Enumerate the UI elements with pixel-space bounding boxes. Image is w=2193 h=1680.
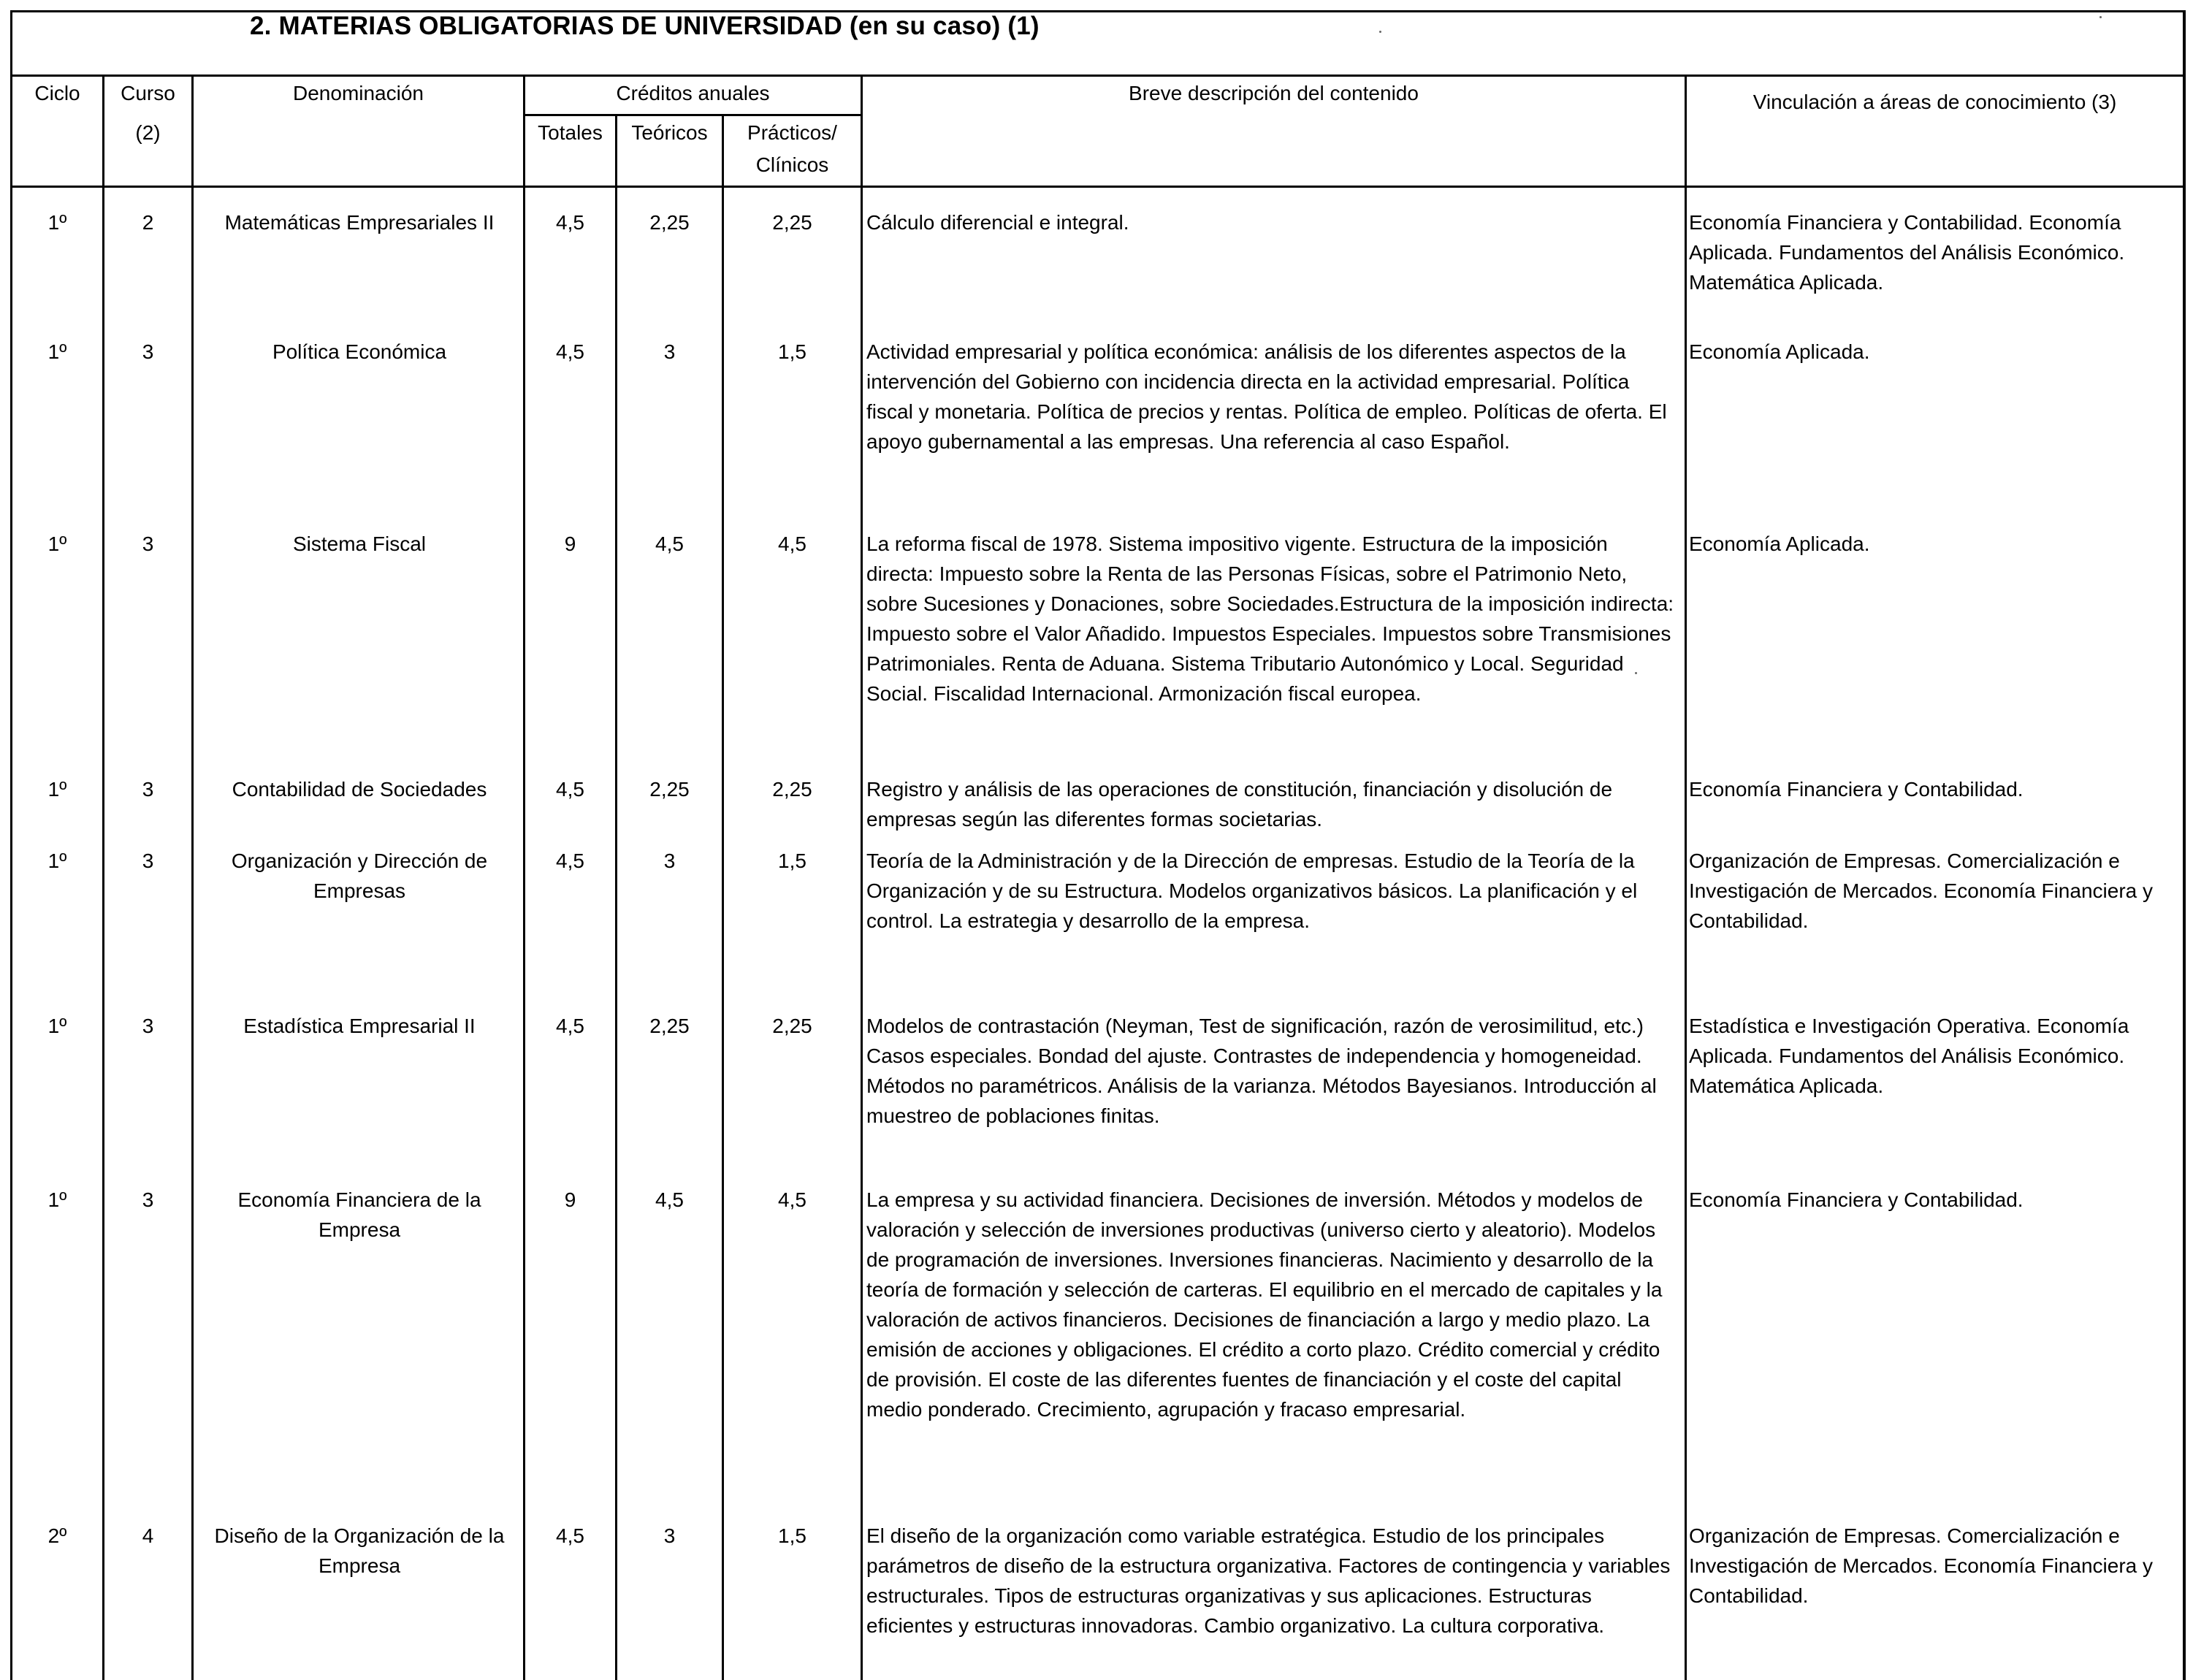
row-5-curso: 3 — [142, 849, 154, 872]
page-title: 2. MATERIAS OBLIGATORIAS DE UNIVERSIDAD (en su caso) (1) — [250, 12, 1040, 40]
row-4-vinculacion: Economía Financiera y Contabilidad. — [1689, 778, 2024, 801]
row-7-ciclo: 1º — [47, 1188, 67, 1211]
row-5-descripcion: Teoría de la Administración y de la Dirección de empresas. Estudio de la Teoría de la Organización y de su Estructura. Modelos organizativos básicos. La planificación y el control. La estrategia y desarrollo de la empresa. — [866, 849, 1638, 932]
row-4-teoricos: 2,25 — [649, 778, 690, 801]
row-1-totales: 4,5 — [556, 211, 584, 234]
row-2-ciclo: 1º — [47, 340, 67, 363]
scan-speck — [1635, 672, 1637, 674]
row-5-practicos: 1,5 — [778, 849, 806, 872]
row-5-totales: 4,5 — [556, 849, 584, 872]
row-3-curso: 3 — [142, 532, 154, 555]
row-2-practicos: 1,5 — [778, 340, 806, 363]
row-7-practicos: 4,5 — [778, 1188, 806, 1211]
row-4-denominacion: Contabilidad de Sociedades — [232, 778, 487, 801]
col-sep-curso — [191, 75, 194, 1680]
header-creditos: Créditos anuales — [616, 82, 770, 104]
header-totales: Totales — [538, 121, 603, 144]
row-7-denominacion: Economía Financiera de la Empresa — [237, 1188, 481, 1241]
row-6-practicos: 2,25 — [772, 1015, 812, 1037]
header-descripcion: Breve descripción del contenido — [1129, 82, 1419, 104]
row-1-curso: 2 — [142, 211, 154, 234]
row-8-practicos: 1,5 — [778, 1524, 806, 1547]
row-1-denominacion: Matemáticas Empresariales II — [224, 211, 495, 234]
title-divider — [10, 75, 2186, 77]
row-6-curso: 3 — [142, 1015, 154, 1037]
header-teoricos: Teóricos — [631, 121, 708, 144]
row-7-teoricos: 4,5 — [655, 1188, 684, 1211]
header-curso: Curso — [121, 82, 175, 104]
row-2-curso: 3 — [142, 340, 154, 363]
header-ciclo: Ciclo — [34, 82, 80, 104]
row-1-vinculacion: Economía Financiera y Contabilidad. Economía Aplicada. Fundamentos del Análisis Económico. Matemática Aplicada. — [1689, 211, 2125, 294]
row-6-totales: 4,5 — [556, 1015, 584, 1037]
row-1-descripcion: Cálculo diferencial e integral. — [866, 211, 1129, 234]
scan-speck — [1379, 31, 1381, 33]
row-6-teoricos: 2,25 — [649, 1015, 690, 1037]
col-sep-ciclo — [102, 75, 104, 1680]
header-curso-note: (2) — [135, 121, 161, 144]
table-left-border — [10, 10, 12, 1680]
row-6-denominacion: Estadística Empresarial II — [243, 1015, 476, 1037]
row-8-teoricos: 3 — [663, 1524, 676, 1547]
header-divider — [10, 186, 2186, 188]
table-right-border — [2183, 10, 2186, 1680]
row-7-descripcion: La empresa y su actividad financiera. Decisiones de inversión. Métodos y modelos de valoración y selección de inversiones productivas (universo cierto y aleatorio). Modelos de programación de inversiones. Inversiones financieras. Nacimiento y desarrollo de la teoría de formación y selección de carteras. El equilibrio en el mercado de capitales y la valoración de activos financieros. Decisiones de financiación a largo y medio plazo. La emisión de acciones y obligaciones. El crédito a corto plazo. Crédito comercial y crédito de provisión. El coste de las diferentes fuentes de financiación y el coste del capital medio ponderado. Crecimiento, agrupación y fracaso empresarial. — [866, 1188, 1663, 1421]
row-4-descripcion: Registro y análisis de las operaciones de constitución, financiación y disolución de empresas según las diferentes formas societarias. — [866, 778, 1613, 831]
row-3-descripcion: La reforma fiscal de 1978. Sistema impositivo vigente. Estructura de la imposición directa: Impuesto sobre la Renta de las Personas Físicas, sobre el Patrimonio Neto, sobre Sucesiones y Donaciones, sobre Sociedades.Estructura de la imposición indirecta: Impuesto sobre el Valor Añadido. Impuestos Especiales. Impuestos sobre Transmisiones Patrimoniales. Renta de Aduana. Sistema Tributario Autonómico y Local. Seguridad Social. Fiscalidad Internacional. Armonización fiscal europea. — [866, 532, 1674, 705]
row-3-denominacion: Sistema Fiscal — [292, 532, 427, 555]
header-practicos: Prácticos/ — [747, 121, 837, 144]
row-1-teoricos: 2,25 — [649, 211, 690, 234]
row-4-curso: 3 — [142, 778, 154, 801]
row-8-totales: 4,5 — [556, 1524, 584, 1547]
scan-speck — [2099, 16, 2102, 18]
row-5-vinculacion: Organización de Empresas. Comercialización e Investigación de Mercados. Economía Financiera y Contabilidad. — [1689, 849, 2153, 932]
row-4-practicos: 2,25 — [772, 778, 812, 801]
row-7-vinculacion: Economía Financiera y Contabilidad. — [1689, 1188, 2024, 1211]
row-5-ciclo: 1º — [47, 849, 67, 872]
row-2-denominacion: Política Económica — [272, 340, 447, 363]
row-4-ciclo: 1º — [47, 778, 67, 801]
row-2-descripcion: Actividad empresarial y política económica: análisis de los diferentes aspectos de la intervención del Gobierno con incidencia directa en la actividad empresarial. Política fiscal y monetaria. Política de precios y rentas. Política de empleo. Políticas de oferta. El apoyo gubernamental a las empresas. Una referencia al caso Español. — [866, 340, 1667, 453]
creditos-divider-1 — [525, 114, 862, 116]
row-6-ciclo: 1º — [47, 1015, 67, 1037]
row-1-ciclo: 1º — [47, 211, 67, 234]
row-7-curso: 3 — [142, 1188, 154, 1211]
col-sep-descripcion — [1685, 75, 1687, 1680]
row-8-denominacion: Diseño de la Organización de la Empresa — [214, 1524, 505, 1577]
row-3-practicos: 4,5 — [778, 532, 806, 555]
row-8-ciclo: 2º — [47, 1524, 67, 1547]
row-4-totales: 4,5 — [556, 778, 584, 801]
row-8-descripcion: El diseño de la organización como variable estratégica. Estudio de los principales parámetros de diseño de la estructura organizativa. Factores de contingencia y variables estructurales. Tipos de estructuras organizativas y sus aplicaciones. Estructuras eficientes y estructuras innovadoras. Cambio organizativo. La cultura corporativa. — [866, 1524, 1671, 1637]
row-3-ciclo: 1º — [47, 532, 67, 555]
row-3-vinculacion: Economía Aplicada. — [1689, 532, 1870, 555]
header-clinicos: Clínicos — [755, 153, 829, 176]
row-2-totales: 4,5 — [556, 340, 584, 363]
row-6-vinculacion: Estadística e Investigación Operativa. Economía Aplicada. Fundamentos del Análisis Económico. Matemática Aplicada. — [1689, 1015, 2129, 1097]
row-3-teoricos: 4,5 — [655, 532, 684, 555]
row-2-vinculacion: Economía Aplicada. — [1689, 340, 1870, 363]
row-7-totales: 9 — [564, 1188, 576, 1211]
row-2-teoricos: 3 — [663, 340, 676, 363]
col-sep-denominacion — [523, 75, 525, 1680]
row-6-descripcion: Modelos de contrastación (Neyman, Test de significación, razón de verosimilitud, etc.) Casos especiales. Bondad del ajuste. Contrastes de independencia y homogeneidad. Métodos no paramétricos. Análisis de la varianza. Métodos Bayesianos. Introducción al muestreo de poblaciones finitas. — [866, 1015, 1657, 1127]
header-denominacion: Denominación — [293, 82, 424, 104]
row-8-curso: 4 — [142, 1524, 154, 1547]
header-vinculacion: Vinculación a áreas de conocimiento (3) — [1753, 91, 2117, 113]
row-1-practicos: 2,25 — [772, 211, 812, 234]
col-sep-practicos — [861, 75, 863, 1680]
row-8-vinculacion: Organización de Empresas. Comercialización e Investigación de Mercados. Economía Financiera y Contabilidad. — [1689, 1524, 2153, 1607]
row-3-totales: 9 — [564, 532, 576, 555]
row-5-teoricos: 3 — [663, 849, 676, 872]
row-5-denominacion: Organización y Dirección de Empresas — [231, 849, 488, 902]
